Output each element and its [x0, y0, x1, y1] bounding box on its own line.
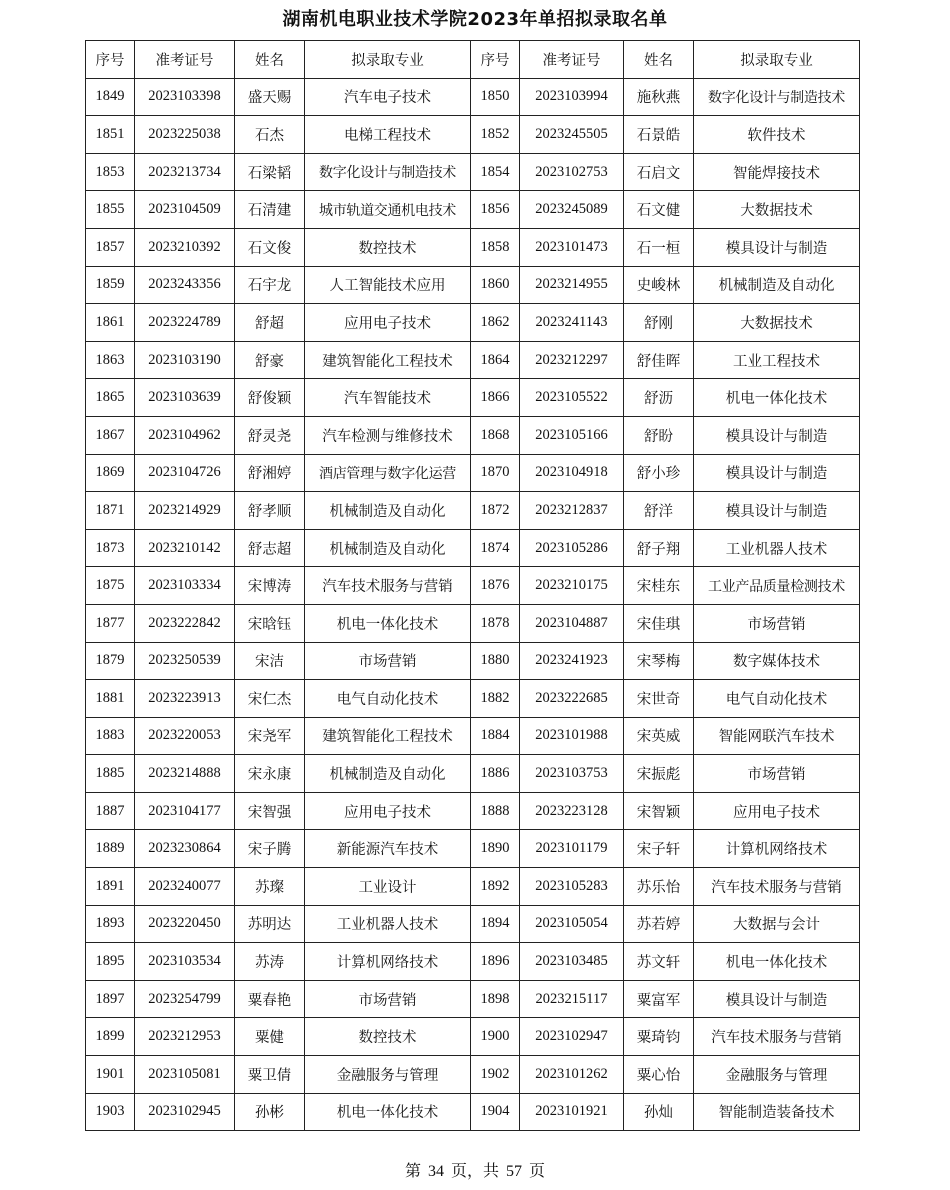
- cell-major: 电气自动化技术: [305, 680, 471, 718]
- cell-ticket-number: 2023103485: [520, 943, 624, 981]
- cell-major: 大数据与会计: [694, 905, 860, 943]
- table-row: [86, 1056, 860, 1094]
- cell-name: 舒刚: [624, 304, 694, 342]
- cell-index: 1882: [471, 680, 520, 718]
- cell-index: 1876: [471, 567, 520, 605]
- cell-name: 宋智强: [235, 792, 305, 830]
- header-name: 姓名: [624, 41, 694, 79]
- cell-index: 1885: [86, 755, 135, 793]
- cell-name: 舒佳晖: [624, 341, 694, 379]
- cell-ticket-number: 2023104918: [520, 454, 624, 492]
- table-body: [86, 78, 860, 1131]
- table-row: [86, 228, 860, 266]
- cell-index: 1870: [471, 454, 520, 492]
- table-row: [86, 680, 860, 718]
- cell-index: 1880: [471, 642, 520, 680]
- cell-name: 孙彬: [235, 1093, 305, 1131]
- cell-major: 模具设计与制造: [694, 492, 860, 530]
- cell-major: 应用电子技术: [305, 304, 471, 342]
- cell-name: 苏璨: [235, 868, 305, 906]
- cell-name: 宋洁: [235, 642, 305, 680]
- cell-ticket-number: 2023225038: [135, 116, 235, 154]
- cell-ticket-number: 2023214929: [135, 492, 235, 530]
- table-row: [86, 416, 860, 454]
- table-header-row: [86, 41, 860, 79]
- cell-major: 大数据技术: [694, 191, 860, 229]
- table-row: [86, 868, 860, 906]
- cell-ticket-number: 2023104887: [520, 604, 624, 642]
- cell-index: 1868: [471, 416, 520, 454]
- table-row: [86, 116, 860, 154]
- cell-name: 宋智颖: [624, 792, 694, 830]
- cell-name: 舒志超: [235, 529, 305, 567]
- cell-major: 机械制造及自动化: [305, 755, 471, 793]
- cell-index: 1875: [86, 567, 135, 605]
- cell-index: 1898: [471, 980, 520, 1018]
- cell-ticket-number: 2023101988: [520, 717, 624, 755]
- cell-major: 智能焊接技术: [694, 153, 860, 191]
- cell-index: 1858: [471, 228, 520, 266]
- cell-name: 宋英威: [624, 717, 694, 755]
- cell-name: 粟春艳: [235, 980, 305, 1018]
- cell-ticket-number: 2023241143: [520, 304, 624, 342]
- cell-name: 宋子腾: [235, 830, 305, 868]
- table-row: [86, 454, 860, 492]
- cell-index: 1865: [86, 379, 135, 417]
- cell-index: 1864: [471, 341, 520, 379]
- cell-major: 软件技术: [694, 116, 860, 154]
- cell-major: 汽车技术服务与营销: [694, 1018, 860, 1056]
- cell-ticket-number: 2023215117: [520, 980, 624, 1018]
- table-row: [86, 830, 860, 868]
- cell-name: 石景皓: [624, 116, 694, 154]
- cell-name: 粟富军: [624, 980, 694, 1018]
- cell-index: 1903: [86, 1093, 135, 1131]
- table-row: [86, 717, 860, 755]
- cell-index: 1867: [86, 416, 135, 454]
- cell-major: 机械制造及自动化: [305, 492, 471, 530]
- cell-major: 机电一体化技术: [694, 379, 860, 417]
- cell-name: 苏涛: [235, 943, 305, 981]
- cell-name: 舒小珍: [624, 454, 694, 492]
- cell-major: 模具设计与制造: [694, 454, 860, 492]
- cell-ticket-number: 2023212837: [520, 492, 624, 530]
- cell-major: 汽车技术服务与营销: [694, 868, 860, 906]
- cell-ticket-number: 2023210392: [135, 228, 235, 266]
- cell-ticket-number: 2023105166: [520, 416, 624, 454]
- cell-major: 大数据技术: [694, 304, 860, 342]
- cell-ticket-number: 2023212953: [135, 1018, 235, 1056]
- cell-name: 苏乐怡: [624, 868, 694, 906]
- cell-ticket-number: 2023103639: [135, 379, 235, 417]
- cell-ticket-number: 2023101921: [520, 1093, 624, 1131]
- cell-ticket-number: 2023104509: [135, 191, 235, 229]
- cell-index: 1869: [86, 454, 135, 492]
- document-title: 湖南机电职业技术学院2023年单招拟录取名单: [282, 9, 668, 30]
- cell-major: 汽车电子技术: [305, 78, 471, 116]
- table-row: [86, 905, 860, 943]
- cell-major: 工业机器人技术: [694, 529, 860, 567]
- cell-major: 建筑智能化工程技术: [305, 717, 471, 755]
- cell-name: 宋子轩: [624, 830, 694, 868]
- cell-index: 1851: [86, 116, 135, 154]
- table-row: [86, 1093, 860, 1131]
- cell-name: 宋博涛: [235, 567, 305, 605]
- cell-ticket-number: 2023241923: [520, 642, 624, 680]
- cell-ticket-number: 2023105081: [135, 1056, 235, 1094]
- cell-index: 1860: [471, 266, 520, 304]
- cell-index: 1871: [86, 492, 135, 530]
- cell-name: 舒孝顺: [235, 492, 305, 530]
- header-index: 序号: [86, 41, 135, 79]
- cell-index: 1884: [471, 717, 520, 755]
- cell-major: 金融服务与管理: [694, 1056, 860, 1094]
- cell-major: 数控技术: [305, 228, 471, 266]
- cell-ticket-number: 2023223913: [135, 680, 235, 718]
- cell-name: 施秋燕: [624, 78, 694, 116]
- table-row: [86, 943, 860, 981]
- cell-ticket-number: 2023101262: [520, 1056, 624, 1094]
- cell-major: 汽车技术服务与营销: [305, 567, 471, 605]
- cell-ticket-number: 2023240077: [135, 868, 235, 906]
- cell-major: 数控技术: [305, 1018, 471, 1056]
- cell-name: 舒超: [235, 304, 305, 342]
- table-row: [86, 78, 860, 116]
- cell-major: 智能网联汽车技术: [694, 717, 860, 755]
- header-name: 姓名: [235, 41, 305, 79]
- cell-major: 工业产品质量检测技术: [694, 567, 860, 605]
- cell-name: 石文俊: [235, 228, 305, 266]
- cell-ticket-number: 2023220053: [135, 717, 235, 755]
- cell-index: 1901: [86, 1056, 135, 1094]
- cell-major: 市场营销: [305, 980, 471, 1018]
- cell-major: 市场营销: [694, 604, 860, 642]
- table-row: [86, 755, 860, 793]
- cell-major: 数字化设计与制造技术: [694, 78, 860, 116]
- cell-index: 1890: [471, 830, 520, 868]
- cell-major: 数字媒体技术: [694, 642, 860, 680]
- cell-index: 1893: [86, 905, 135, 943]
- cell-ticket-number: 2023104962: [135, 416, 235, 454]
- cell-name: 舒子翔: [624, 529, 694, 567]
- table-row: [86, 341, 860, 379]
- cell-ticket-number: 2023103334: [135, 567, 235, 605]
- cell-name: 宋佳琪: [624, 604, 694, 642]
- cell-index: 1902: [471, 1056, 520, 1094]
- cell-name: 宋琴梅: [624, 642, 694, 680]
- cell-name: 宋仁杰: [235, 680, 305, 718]
- cell-index: 1877: [86, 604, 135, 642]
- cell-name: 苏文轩: [624, 943, 694, 981]
- cell-ticket-number: 2023101473: [520, 228, 624, 266]
- header-index: 序号: [471, 41, 520, 79]
- cell-major: 机械制造及自动化: [694, 266, 860, 304]
- cell-name: 盛天赐: [235, 78, 305, 116]
- cell-index: 1853: [86, 153, 135, 191]
- cell-ticket-number: 2023103753: [520, 755, 624, 793]
- cell-name: 石启文: [624, 153, 694, 191]
- cell-index: 1889: [86, 830, 135, 868]
- cell-index: 1850: [471, 78, 520, 116]
- cell-major: 应用电子技术: [305, 792, 471, 830]
- cell-ticket-number: 2023222685: [520, 680, 624, 718]
- cell-index: 1883: [86, 717, 135, 755]
- cell-major: 计算机网络技术: [694, 830, 860, 868]
- cell-ticket-number: 2023102945: [135, 1093, 235, 1131]
- cell-ticket-number: 2023254799: [135, 980, 235, 1018]
- cell-major: 模具设计与制造: [694, 416, 860, 454]
- cell-name: 舒俊颖: [235, 379, 305, 417]
- cell-index: 1862: [471, 304, 520, 342]
- table-row: [86, 191, 860, 229]
- cell-index: 1866: [471, 379, 520, 417]
- cell-name: 粟卫倩: [235, 1056, 305, 1094]
- cell-major: 机电一体化技术: [305, 1093, 471, 1131]
- cell-name: 石文健: [624, 191, 694, 229]
- cell-ticket-number: 2023102947: [520, 1018, 624, 1056]
- cell-ticket-number: 2023230864: [135, 830, 235, 868]
- cell-index: 1895: [86, 943, 135, 981]
- cell-index: 1861: [86, 304, 135, 342]
- cell-name: 史峻林: [624, 266, 694, 304]
- cell-name: 宋世奇: [624, 680, 694, 718]
- cell-ticket-number: 2023105283: [520, 868, 624, 906]
- cell-major: 机械制造及自动化: [305, 529, 471, 567]
- admission-table: [85, 40, 860, 1131]
- cell-name: 孙灿: [624, 1093, 694, 1131]
- table-row: [86, 266, 860, 304]
- table-row: [86, 792, 860, 830]
- header-major: 拟录取专业: [305, 41, 471, 79]
- cell-index: 1856: [471, 191, 520, 229]
- cell-index: 1891: [86, 868, 135, 906]
- cell-ticket-number: 2023103994: [520, 78, 624, 116]
- cell-name: 宋振彪: [624, 755, 694, 793]
- cell-ticket-number: 2023104726: [135, 454, 235, 492]
- table-row: [86, 492, 860, 530]
- cell-index: 1872: [471, 492, 520, 530]
- cell-major: 新能源汽车技术: [305, 830, 471, 868]
- table-row: [86, 379, 860, 417]
- cell-major: 汽车检测与维修技术: [305, 416, 471, 454]
- header-major: 拟录取专业: [694, 41, 860, 79]
- cell-name: 苏明达: [235, 905, 305, 943]
- cell-name: 宋尧军: [235, 717, 305, 755]
- cell-major: 工业机器人技术: [305, 905, 471, 943]
- table-row: [86, 153, 860, 191]
- cell-ticket-number: 2023105286: [520, 529, 624, 567]
- cell-name: 粟琦钧: [624, 1018, 694, 1056]
- cell-name: 石梁韬: [235, 153, 305, 191]
- cell-ticket-number: 2023212297: [520, 341, 624, 379]
- cell-ticket-number: 2023210175: [520, 567, 624, 605]
- cell-ticket-number: 2023223128: [520, 792, 624, 830]
- cell-index: 1881: [86, 680, 135, 718]
- cell-index: 1859: [86, 266, 135, 304]
- header-ticket-number: 准考证号: [520, 41, 624, 79]
- cell-name: 粟心怡: [624, 1056, 694, 1094]
- cell-major: 应用电子技术: [694, 792, 860, 830]
- cell-name: 舒灵尧: [235, 416, 305, 454]
- cell-major: 机电一体化技术: [694, 943, 860, 981]
- cell-ticket-number: 2023250539: [135, 642, 235, 680]
- cell-major: 电梯工程技术: [305, 116, 471, 154]
- cell-name: 石一桓: [624, 228, 694, 266]
- cell-index: 1857: [86, 228, 135, 266]
- page-footer: 第 34 页，共 57 页: [404, 1163, 545, 1180]
- cell-ticket-number: 2023105522: [520, 379, 624, 417]
- cell-index: 1892: [471, 868, 520, 906]
- cell-index: 1852: [471, 116, 520, 154]
- cell-name: 舒洋: [624, 492, 694, 530]
- cell-major: 工业设计: [305, 868, 471, 906]
- cell-name: 宋永康: [235, 755, 305, 793]
- cell-ticket-number: 2023103190: [135, 341, 235, 379]
- cell-ticket-number: 2023214888: [135, 755, 235, 793]
- cell-ticket-number: 2023103398: [135, 78, 235, 116]
- header-ticket-number: 准考证号: [135, 41, 235, 79]
- cell-index: 1854: [471, 153, 520, 191]
- cell-index: 1879: [86, 642, 135, 680]
- cell-major: 酒店管理与数字化运营: [305, 454, 471, 492]
- cell-name: 宋晗钰: [235, 604, 305, 642]
- cell-index: 1894: [471, 905, 520, 943]
- cell-major: 市场营销: [305, 642, 471, 680]
- table-row: [86, 567, 860, 605]
- cell-major: 机电一体化技术: [305, 604, 471, 642]
- cell-major: 金融服务与管理: [305, 1056, 471, 1094]
- cell-major: 工业工程技术: [694, 341, 860, 379]
- cell-index: 1886: [471, 755, 520, 793]
- cell-ticket-number: 2023220450: [135, 905, 235, 943]
- cell-name: 苏若婷: [624, 905, 694, 943]
- cell-ticket-number: 2023101179: [520, 830, 624, 868]
- cell-index: 1888: [471, 792, 520, 830]
- cell-ticket-number: 2023224789: [135, 304, 235, 342]
- cell-index: 1874: [471, 529, 520, 567]
- cell-index: 1849: [86, 78, 135, 116]
- cell-major: 市场营销: [694, 755, 860, 793]
- table-row: [86, 980, 860, 1018]
- cell-major: 数字化设计与制造技术: [305, 153, 471, 191]
- cell-ticket-number: 2023245089: [520, 191, 624, 229]
- cell-index: 1887: [86, 792, 135, 830]
- cell-index: 1863: [86, 341, 135, 379]
- table-row: [86, 304, 860, 342]
- cell-index: 1855: [86, 191, 135, 229]
- cell-major: 模具设计与制造: [694, 980, 860, 1018]
- cell-index: 1878: [471, 604, 520, 642]
- cell-major: 城市轨道交通机电技术: [305, 191, 471, 229]
- cell-index: 1899: [86, 1018, 135, 1056]
- cell-major: 建筑智能化工程技术: [305, 341, 471, 379]
- cell-major: 电气自动化技术: [694, 680, 860, 718]
- cell-ticket-number: 2023210142: [135, 529, 235, 567]
- cell-ticket-number: 2023243356: [135, 266, 235, 304]
- cell-ticket-number: 2023104177: [135, 792, 235, 830]
- cell-major: 模具设计与制造: [694, 228, 860, 266]
- cell-index: 1897: [86, 980, 135, 1018]
- cell-name: 粟健: [235, 1018, 305, 1056]
- cell-index: 1900: [471, 1018, 520, 1056]
- table-row: [86, 642, 860, 680]
- cell-ticket-number: 2023102753: [520, 153, 624, 191]
- cell-index: 1873: [86, 529, 135, 567]
- cell-major: 计算机网络技术: [305, 943, 471, 981]
- cell-ticket-number: 2023105054: [520, 905, 624, 943]
- cell-ticket-number: 2023222842: [135, 604, 235, 642]
- cell-index: 1896: [471, 943, 520, 981]
- cell-ticket-number: 2023214955: [520, 266, 624, 304]
- table-row: [86, 604, 860, 642]
- cell-ticket-number: 2023213734: [135, 153, 235, 191]
- cell-name: 石杰: [235, 116, 305, 154]
- cell-name: 舒豪: [235, 341, 305, 379]
- cell-name: 宋桂东: [624, 567, 694, 605]
- cell-major: 智能制造装备技术: [694, 1093, 860, 1131]
- cell-name: 舒沥: [624, 379, 694, 417]
- cell-name: 舒湘婷: [235, 454, 305, 492]
- table-row: [86, 1018, 860, 1056]
- cell-name: 石宇龙: [235, 266, 305, 304]
- cell-major: 人工智能技术应用: [305, 266, 471, 304]
- cell-name: 石清建: [235, 191, 305, 229]
- cell-ticket-number: 2023103534: [135, 943, 235, 981]
- cell-major: 汽车智能技术: [305, 379, 471, 417]
- cell-index: 1904: [471, 1093, 520, 1131]
- cell-name: 舒盼: [624, 416, 694, 454]
- table-row: [86, 529, 860, 567]
- cell-ticket-number: 2023245505: [520, 116, 624, 154]
